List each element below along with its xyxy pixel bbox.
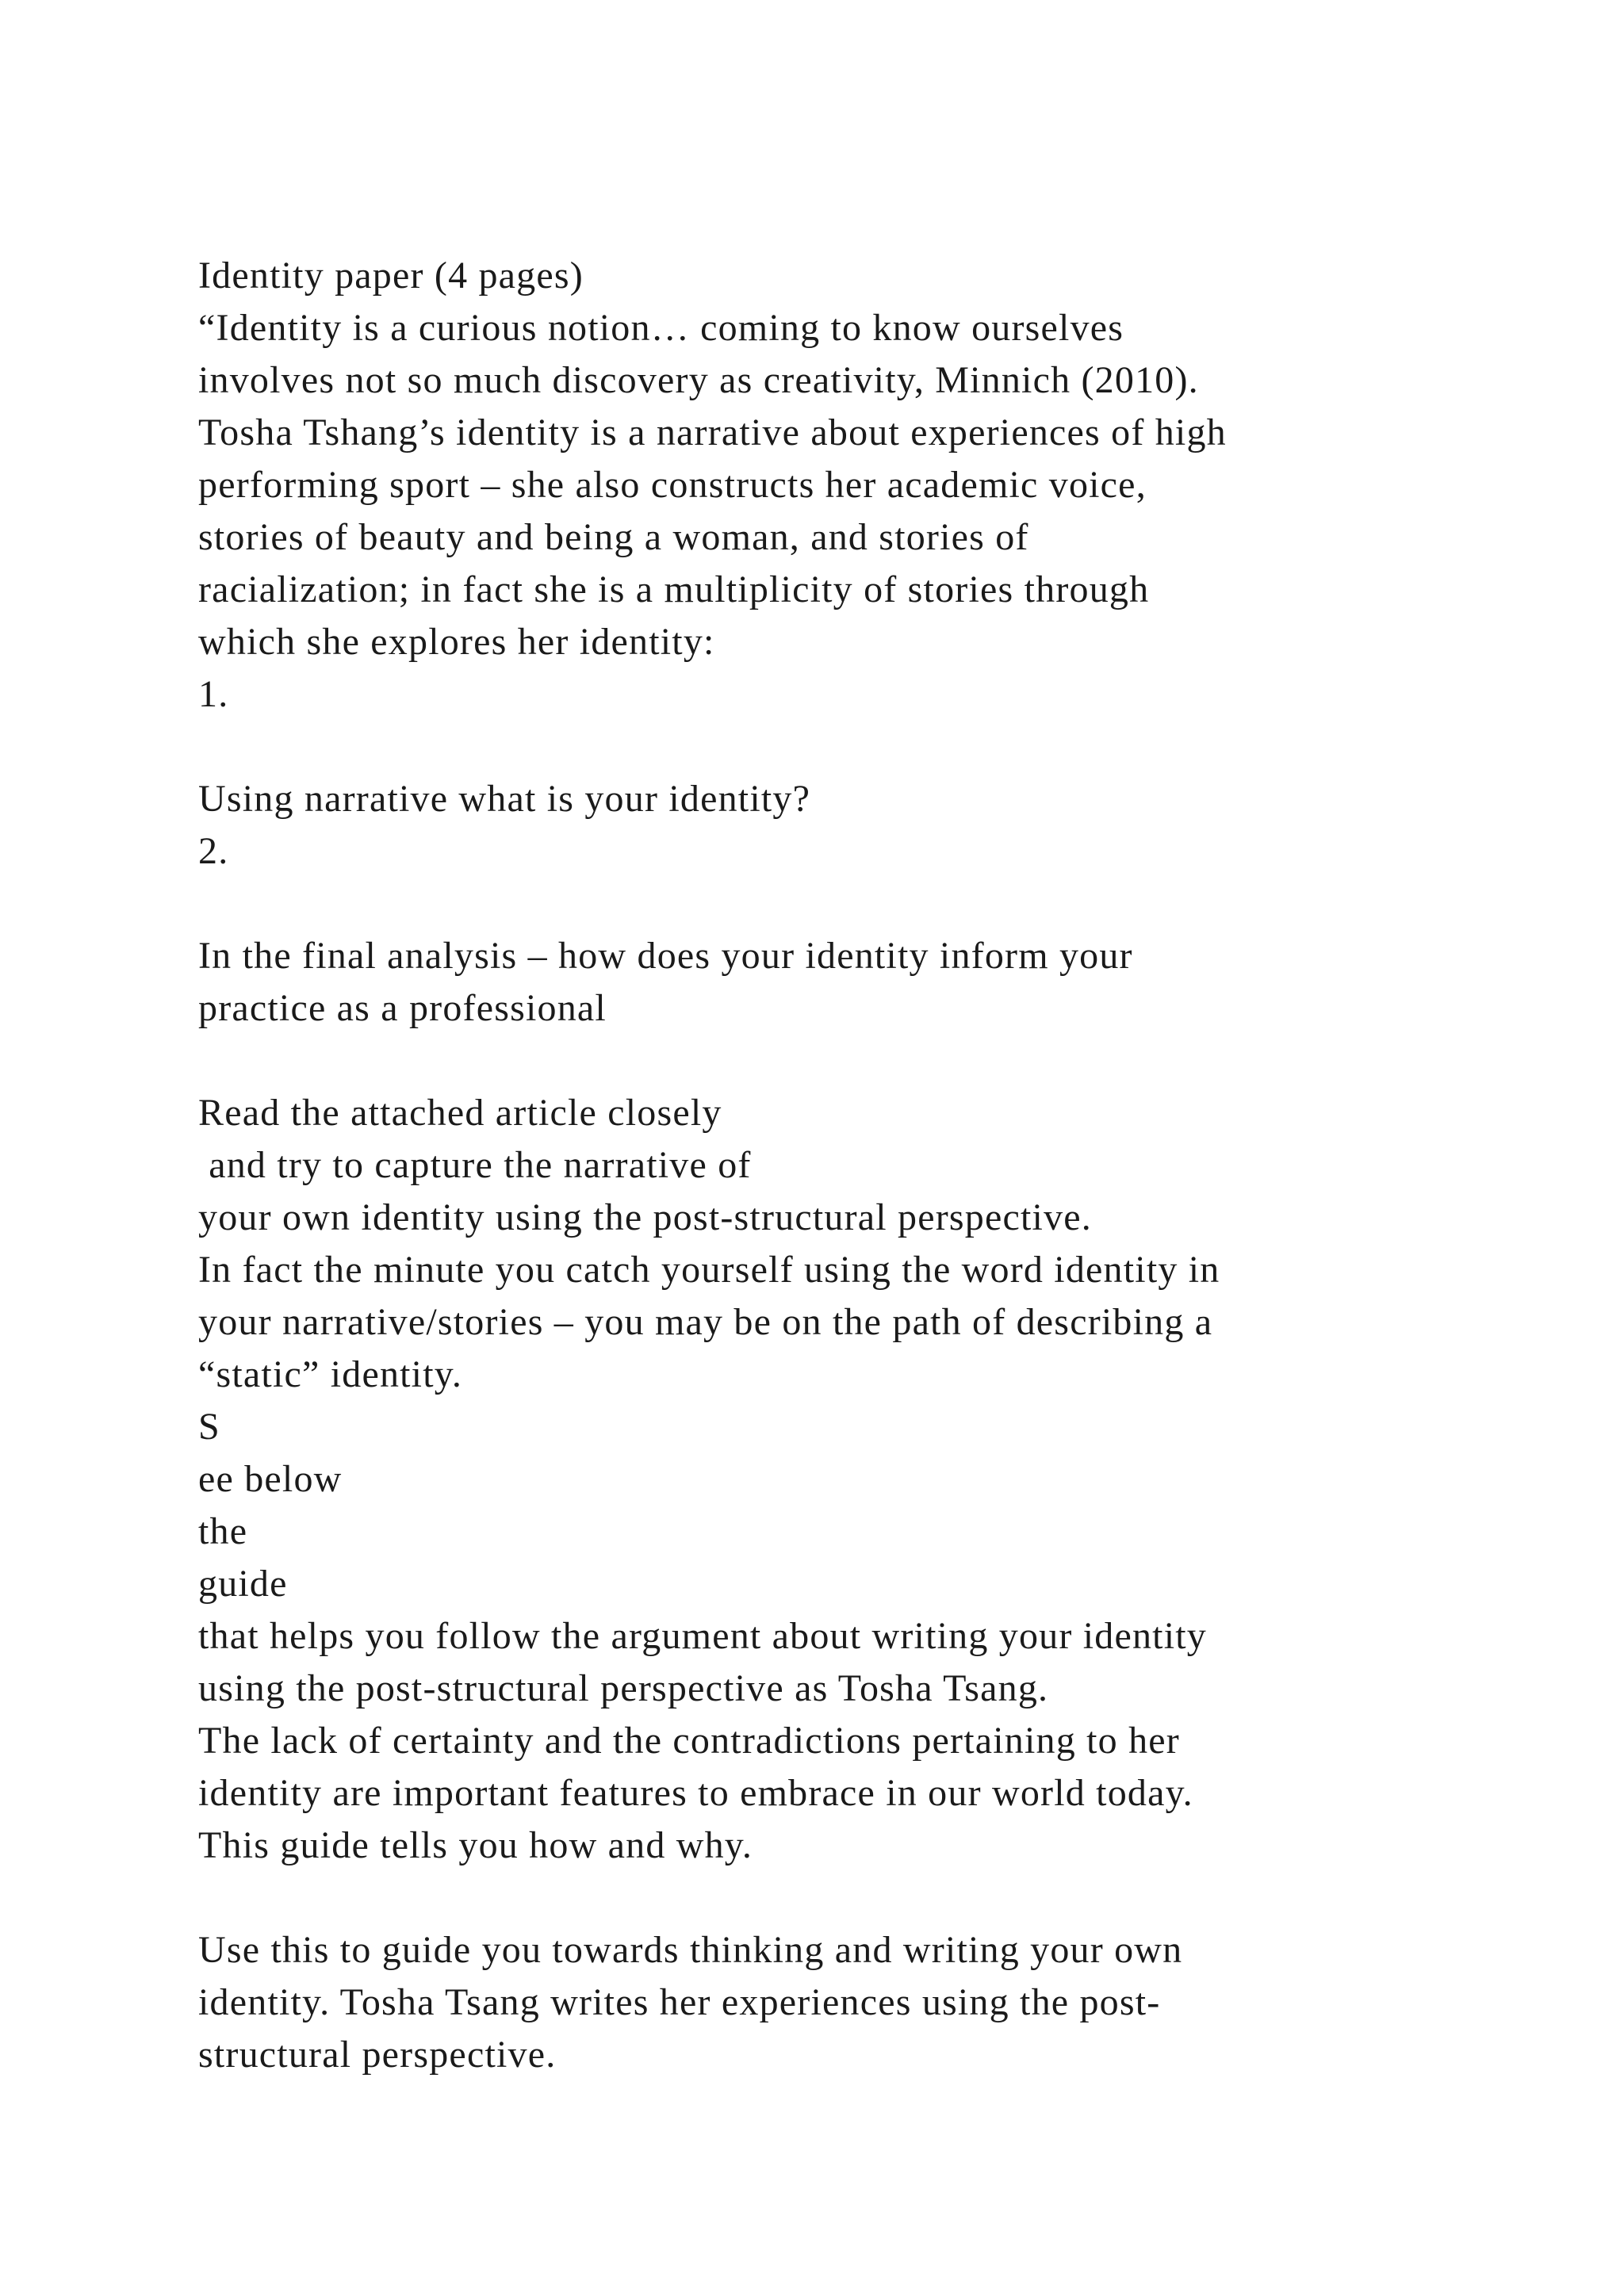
text-line: the xyxy=(198,1510,248,1552)
text-line: identity. Tosha Tsang writes her experiences using the post- xyxy=(198,1981,1161,2023)
blank-line xyxy=(198,1035,1546,1087)
question-2: In the final analysis – how does your identity inform your xyxy=(198,935,1133,977)
text-line: using the post-structural perspective as Tosha Tsang. xyxy=(198,1667,1049,1709)
list-number: 2. xyxy=(198,830,229,872)
text-line: performing sport – she also constructs her academic voice, xyxy=(198,464,1147,506)
text-line: This guide tells you how and why. xyxy=(198,1824,753,1866)
document-body xyxy=(198,250,1546,2081)
text-line: your own identity using the post-structural perspective. xyxy=(198,1196,1092,1238)
text-line: which she explores her identity: xyxy=(198,621,715,663)
text-line: your narrative/stories – you may be on the path of describing a xyxy=(198,1301,1213,1343)
text-line: structural perspective. xyxy=(198,2034,557,2076)
text-line: identity are important features to embrace in our world today. xyxy=(198,1772,1193,1814)
text-line: S xyxy=(198,1406,220,1448)
text-line: “Identity is a curious notion… coming to know ourselves xyxy=(198,307,1124,349)
text-line: Use this to guide you towards thinking and writing your own xyxy=(198,1929,1183,1971)
text-line: that helps you follow the argument about writing your identity xyxy=(198,1615,1207,1657)
blank-line xyxy=(198,721,1546,773)
blank-line xyxy=(198,1872,1546,1924)
text-line: Tosha Tshang’s identity is a narrative about experiences of high xyxy=(198,411,1227,453)
text-line: In fact the minute you catch yourself using the word identity in xyxy=(198,1249,1220,1291)
text-line: stories of beauty and being a woman, and stories of xyxy=(198,516,1029,558)
text-line: Read the attached article closely xyxy=(198,1092,722,1134)
question-1: Using narrative what is your identity? xyxy=(198,778,811,820)
text-line: guide xyxy=(198,1563,288,1605)
text-line: involves not so much discovery as creativity, Minnich (2010). xyxy=(198,359,1199,401)
text-line: ee below xyxy=(198,1458,343,1500)
document-title: Identity paper (4 pages) xyxy=(198,254,584,297)
text-line: The lack of certainty and the contradictions pertaining to her xyxy=(198,1720,1180,1762)
text-line: “static” identity. xyxy=(198,1353,463,1395)
text-line: practice as a professional xyxy=(198,987,607,1029)
blank-line xyxy=(198,878,1546,930)
list-number: 1. xyxy=(198,673,229,715)
text-line: racialization; in fact she is a multiplicity of stories through xyxy=(198,568,1150,610)
text-line: and try to capture the narrative of xyxy=(198,1144,752,1186)
